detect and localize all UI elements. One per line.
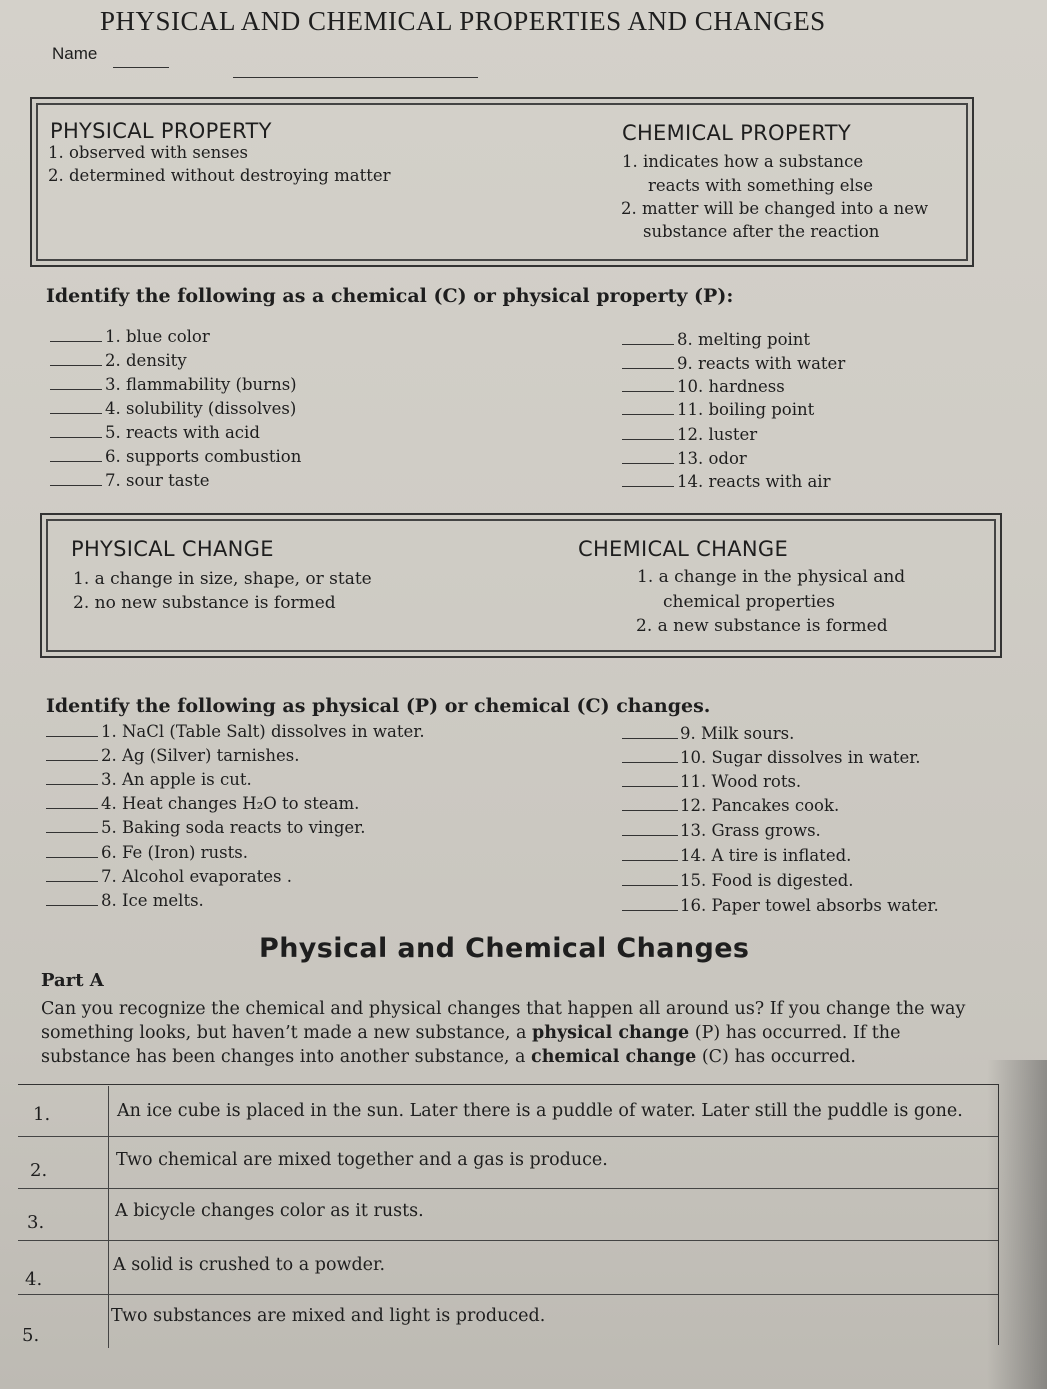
property-question: 3. flammability (burns) xyxy=(50,375,297,394)
physical-change-heading: PHYSICAL CHANGE xyxy=(71,537,274,561)
answer-blank[interactable] xyxy=(622,724,678,739)
change-question: 13. Grass grows. xyxy=(622,821,821,840)
table-row-divider xyxy=(18,1136,998,1137)
change-question: 16. Paper towel absorbs water. xyxy=(622,896,939,915)
answer-blank[interactable] xyxy=(622,846,678,861)
property-question: 14. reacts with air xyxy=(622,472,830,491)
physical-change-point: 2. no new substance is formed xyxy=(73,593,336,613)
chemical-property-point: reacts with something else xyxy=(648,176,874,195)
change-question: 15. Food is digested. xyxy=(622,871,854,890)
answer-blank[interactable] xyxy=(622,400,674,415)
property-question: 10. hardness xyxy=(622,377,785,396)
answer-blank[interactable] xyxy=(622,871,678,886)
answer-blank[interactable] xyxy=(46,770,98,785)
change-question: 3. An apple is cut. xyxy=(46,770,252,789)
answer-blank[interactable] xyxy=(50,471,102,486)
property-question: 7. sour taste xyxy=(50,471,209,490)
property-question: 12. luster xyxy=(622,425,757,444)
table-column-divider xyxy=(108,1086,109,1348)
table-row-number: 1. xyxy=(33,1104,51,1125)
answer-blank[interactable] xyxy=(622,772,678,787)
answer-blank[interactable] xyxy=(622,796,678,811)
chemical-property-heading: CHEMICAL PROPERTY xyxy=(622,121,851,145)
table-row-divider xyxy=(18,1294,998,1295)
chemical-change-heading: CHEMICAL CHANGE xyxy=(578,537,789,561)
table-row-divider xyxy=(18,1188,998,1189)
name-field[interactable] xyxy=(233,77,478,78)
property-question: 1. blue color xyxy=(50,327,210,346)
property-question: 5. reacts with acid xyxy=(50,423,260,442)
property-question: 11. boiling point xyxy=(622,400,814,419)
chemical-property-point: substance after the reaction xyxy=(643,222,880,241)
change-question: 8. Ice melts. xyxy=(46,891,204,910)
table-row-text: An ice cube is placed in the sun. Later there is a puddle of water. Later still the puddle is gone. xyxy=(117,1101,963,1121)
table-row-number: 3. xyxy=(27,1212,45,1233)
worksheet-title: PHYSICAL AND CHEMICAL PROPERTIES AND CHANGES xyxy=(100,6,826,36)
change-question: 2. Ag (Silver) tarnishes. xyxy=(46,746,300,765)
name-field-short[interactable] xyxy=(113,67,169,68)
answer-blank[interactable] xyxy=(46,722,98,737)
table-row-number: 5. xyxy=(22,1325,40,1346)
change-question: 5. Baking soda reacts to vinger. xyxy=(46,818,365,837)
section-title: Physical and Chemical Changes xyxy=(259,933,750,964)
answer-blank[interactable] xyxy=(46,843,98,858)
part-a-intro: Can you recognize the chemical and physical changes that happen all around us? If you change the way something looks, but haven’t made a new substance, a physical change (P) has occurred. If the substance has been changes into another substance, a chemical change (C) has occurred. xyxy=(41,999,966,1067)
answer-blank[interactable] xyxy=(46,867,98,882)
property-question: 2. density xyxy=(50,351,187,370)
answer-blank[interactable] xyxy=(50,327,102,342)
answer-blank[interactable] xyxy=(50,375,102,390)
answer-blank[interactable] xyxy=(622,425,674,440)
property-question: 4. solubility (dissolves) xyxy=(50,399,296,418)
answer-blank[interactable] xyxy=(622,377,674,392)
changes-instruction: Identify the following as physical (P) or chemical (C) changes. xyxy=(46,695,711,717)
answer-blank[interactable] xyxy=(50,399,102,414)
answer-blank[interactable] xyxy=(46,891,98,906)
property-question: 9. reacts with water xyxy=(622,354,845,373)
physical-property-heading: PHYSICAL PROPERTY xyxy=(50,119,272,143)
table-row-number: 2. xyxy=(30,1160,48,1181)
name-label: Name xyxy=(52,44,98,63)
answer-blank[interactable] xyxy=(46,746,98,761)
answer-blank[interactable] xyxy=(622,330,674,345)
change-question: 11. Wood rots. xyxy=(622,772,801,791)
change-question: 10. Sugar dissolves in water. xyxy=(622,748,921,767)
property-question: 8. melting point xyxy=(622,330,810,349)
change-question: 4. Heat changes H₂O to steam. xyxy=(46,794,359,813)
change-question: 1. NaCl (Table Salt) dissolves in water. xyxy=(46,722,425,741)
property-question: 6. supports combustion xyxy=(50,447,301,466)
change-question: 9. Milk sours. xyxy=(622,724,794,743)
chemical-change-point: 1. a change in the physical and xyxy=(637,567,906,587)
chemical-change-point: chemical properties xyxy=(663,592,835,612)
physical-property-point: 1. observed with senses xyxy=(48,143,248,162)
table-row-number: 4. xyxy=(25,1269,43,1290)
properties-instruction: Identify the following as a chemical (C) or physical property (P): xyxy=(46,285,734,307)
answer-blank[interactable] xyxy=(50,351,102,366)
change-question: 7. Alcohol evaporates . xyxy=(46,867,292,886)
chemical-change-point: 2. a new substance is formed xyxy=(636,616,888,636)
change-question: 12. Pancakes cook. xyxy=(622,796,839,815)
table-row-text: A bicycle changes color as it rusts. xyxy=(115,1201,424,1221)
answer-blank[interactable] xyxy=(622,354,674,369)
change-question: 6. Fe (Iron) rusts. xyxy=(46,843,248,862)
answer-blank[interactable] xyxy=(622,896,678,911)
answer-blank[interactable] xyxy=(46,818,98,833)
answer-blank[interactable] xyxy=(622,748,678,763)
answer-blank[interactable] xyxy=(622,472,674,487)
physical-property-point: 2. determined without destroying matter xyxy=(48,166,391,185)
chemical-property-point: 2. matter will be changed into a new xyxy=(621,199,929,218)
answer-blank[interactable] xyxy=(622,821,678,836)
physical-change-point: 1. a change in size, shape, or state xyxy=(73,569,372,589)
chemical-property-point: 1. indicates how a substance xyxy=(622,152,864,171)
table-row-text: A solid is crushed to a powder. xyxy=(113,1255,386,1275)
property-question: 13. odor xyxy=(622,449,747,468)
table-row-text: Two substances are mixed and light is produced. xyxy=(111,1306,546,1326)
table-row-divider xyxy=(18,1240,998,1241)
answer-blank[interactable] xyxy=(46,794,98,809)
answer-blank[interactable] xyxy=(50,423,102,438)
table-row-text: Two chemical are mixed together and a gas is produce. xyxy=(116,1150,608,1170)
change-question: 14. A tire is inflated. xyxy=(622,846,851,865)
answer-blank[interactable] xyxy=(50,447,102,462)
part-a-label: Part A xyxy=(41,970,104,991)
answer-blank[interactable] xyxy=(622,449,674,464)
